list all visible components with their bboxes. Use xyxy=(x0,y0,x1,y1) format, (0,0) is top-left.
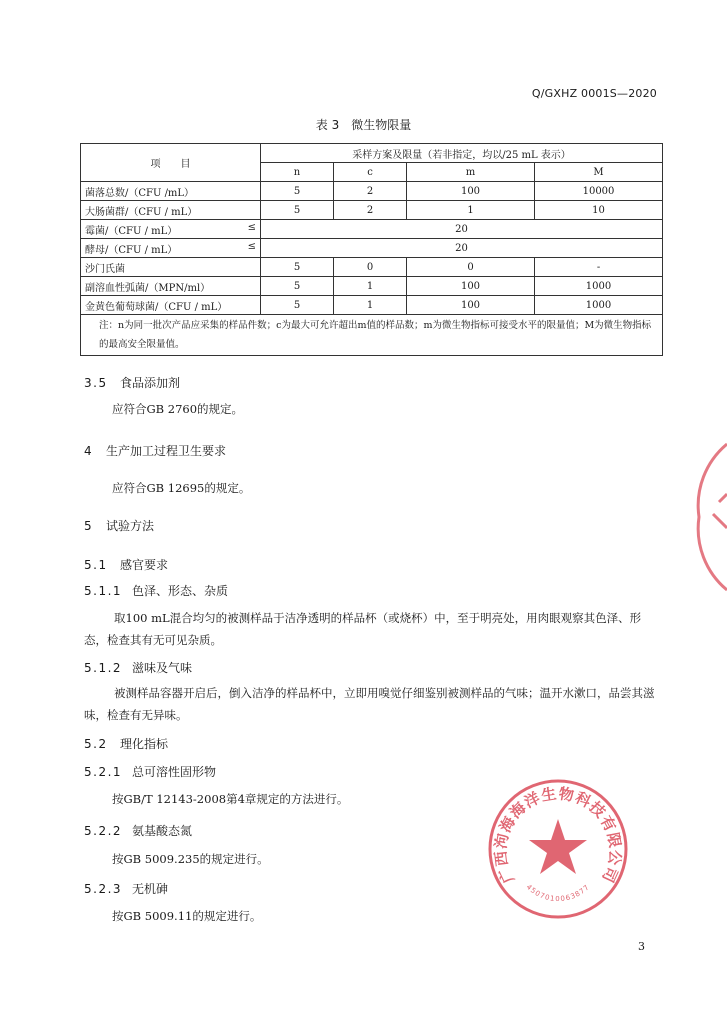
section-heading-5-1: 5.1 感官要求 xyxy=(84,558,169,572)
page-number: 3 xyxy=(638,940,645,953)
section-heading-5-2: 5.2 理化指标 xyxy=(84,737,169,751)
section-text-5-2-1: 按GB/T 12143-2008第4章规定的方法进行。 xyxy=(112,792,349,806)
cell-M: 10000 xyxy=(535,182,663,201)
edge-seal-fragment xyxy=(691,442,727,592)
row-item-label: 酵母/（CFU / mL） xyxy=(85,244,178,256)
table-row xyxy=(81,239,663,258)
cell-limit: 20 xyxy=(261,239,663,258)
row-item: 大肠菌群/（CFU / mL） xyxy=(81,201,261,220)
cell-M: 10 xyxy=(535,201,663,220)
row-item: 沙门氏菌 xyxy=(81,258,261,277)
section-text-5-2-3: 按GB 5009.11的规定进行。 xyxy=(112,909,262,923)
cell-m: 0 xyxy=(407,258,535,277)
seal-star xyxy=(529,819,587,874)
cell-n: 5 xyxy=(261,201,334,220)
seal-code: 4507010063877 xyxy=(524,883,592,904)
standard-code: Q/GXHZ 0001S—2020 xyxy=(531,87,657,100)
cell-M: 1000 xyxy=(535,277,663,296)
microbial-limits-table xyxy=(80,143,663,356)
section-text-4: 应符合GB 12695的规定。 xyxy=(112,481,251,495)
section-heading-5-2-1: 5.2.1 总可溶性固形物 xyxy=(84,765,217,779)
header-item: 项 目 xyxy=(81,144,261,182)
cell-c: 1 xyxy=(334,277,407,296)
subheader-c: c xyxy=(334,163,407,182)
section-heading-3-5: 3.5 食品添加剂 xyxy=(84,376,181,390)
cell-n: 5 xyxy=(261,296,334,315)
row-item: 菌落总数/（CFU /mL） xyxy=(81,182,261,201)
row-item-with-le xyxy=(81,239,261,258)
table-row xyxy=(81,296,663,315)
cell-c: 0 xyxy=(334,258,407,277)
section-heading-5-2-2: 5.2.2 氨基酸态氮 xyxy=(84,824,193,838)
section-text-5-1-1: 取100 mL混合均匀的被测样品于洁净透明的样品杯（或烧杯）中，至于明亮处，用肉眼观察其色泽、形态，检查其有无可见杂质。 xyxy=(84,611,642,647)
cell-m: 100 xyxy=(407,182,535,201)
cell-n: 5 xyxy=(261,182,334,201)
cell-M: 1000 xyxy=(535,296,663,315)
seal-org-name: 广西泃海海洋生物科技有限公司 xyxy=(491,784,625,887)
row-item: 副溶血性弧菌/（MPN/ml） xyxy=(81,277,261,296)
section-heading-5-1-1: 5.1.1 色泽、形态、杂质 xyxy=(84,584,229,598)
table-row xyxy=(81,220,663,239)
cell-n: 5 xyxy=(261,258,334,277)
section-heading-5: 5 试验方法 xyxy=(84,519,155,533)
subheader-M: M xyxy=(535,163,663,182)
table-note: 注：n为同一批次产品应采集的样品件数；c为最大可允许超出m值的样品数；m为微生物指标可接受水平的限量值；M为微生物指标的最高安全限量值。 xyxy=(81,315,663,356)
section-heading-4: 4 生产加工过程卫生要求 xyxy=(84,444,227,458)
table-note-row xyxy=(81,315,663,356)
table-title: 表 3 微生物限量 xyxy=(315,118,412,132)
svg-text:4507010063877 xyxy=(525,883,592,903)
row-item-label: 霉菌/（CFU / mL） xyxy=(85,225,178,237)
section-text-5-2-2: 按GB 5009.235的规定进行。 xyxy=(112,852,269,866)
table-row xyxy=(81,182,663,201)
less-equal-symbol: ≤ xyxy=(247,221,256,233)
cell-limit: 20 xyxy=(261,220,663,239)
row-item: 金黄色葡萄球菌/（CFU / mL） xyxy=(81,296,261,315)
section-heading-5-2-3: 5.2.3 无机砷 xyxy=(84,882,169,896)
subheader-n: n xyxy=(261,163,334,182)
cell-c: 2 xyxy=(334,182,407,201)
cell-m: 100 xyxy=(407,277,535,296)
cell-n: 5 xyxy=(261,277,334,296)
cell-c: 2 xyxy=(334,201,407,220)
row-item-with-le xyxy=(81,220,261,239)
less-equal-symbol: ≤ xyxy=(247,240,256,252)
subheader-m: m xyxy=(407,163,535,182)
cell-M: - xyxy=(535,258,663,277)
section-heading-5-1-2: 5.1.2 滋味及气味 xyxy=(84,661,193,675)
table-header-row xyxy=(81,144,663,163)
cell-m: 100 xyxy=(407,296,535,315)
table-row xyxy=(81,258,663,277)
section-text-3-5: 应符合GB 2760的规定。 xyxy=(112,402,244,416)
header-sampling-plan: 采样方案及限量（若非指定，均以/25 mL 表示） xyxy=(261,144,663,163)
table-row xyxy=(81,277,663,296)
cell-m: 1 xyxy=(407,201,535,220)
cell-c: 1 xyxy=(334,296,407,315)
section-text-5-1-2: 被测样品容器开启后，倒入洁净的样品杯中，立即用嗅觉仔细鉴别被测样品的气味；温开水漱口，品尝其滋味，检查有无异味。 xyxy=(84,686,655,722)
table-row xyxy=(81,201,663,220)
company-seal xyxy=(486,777,630,921)
